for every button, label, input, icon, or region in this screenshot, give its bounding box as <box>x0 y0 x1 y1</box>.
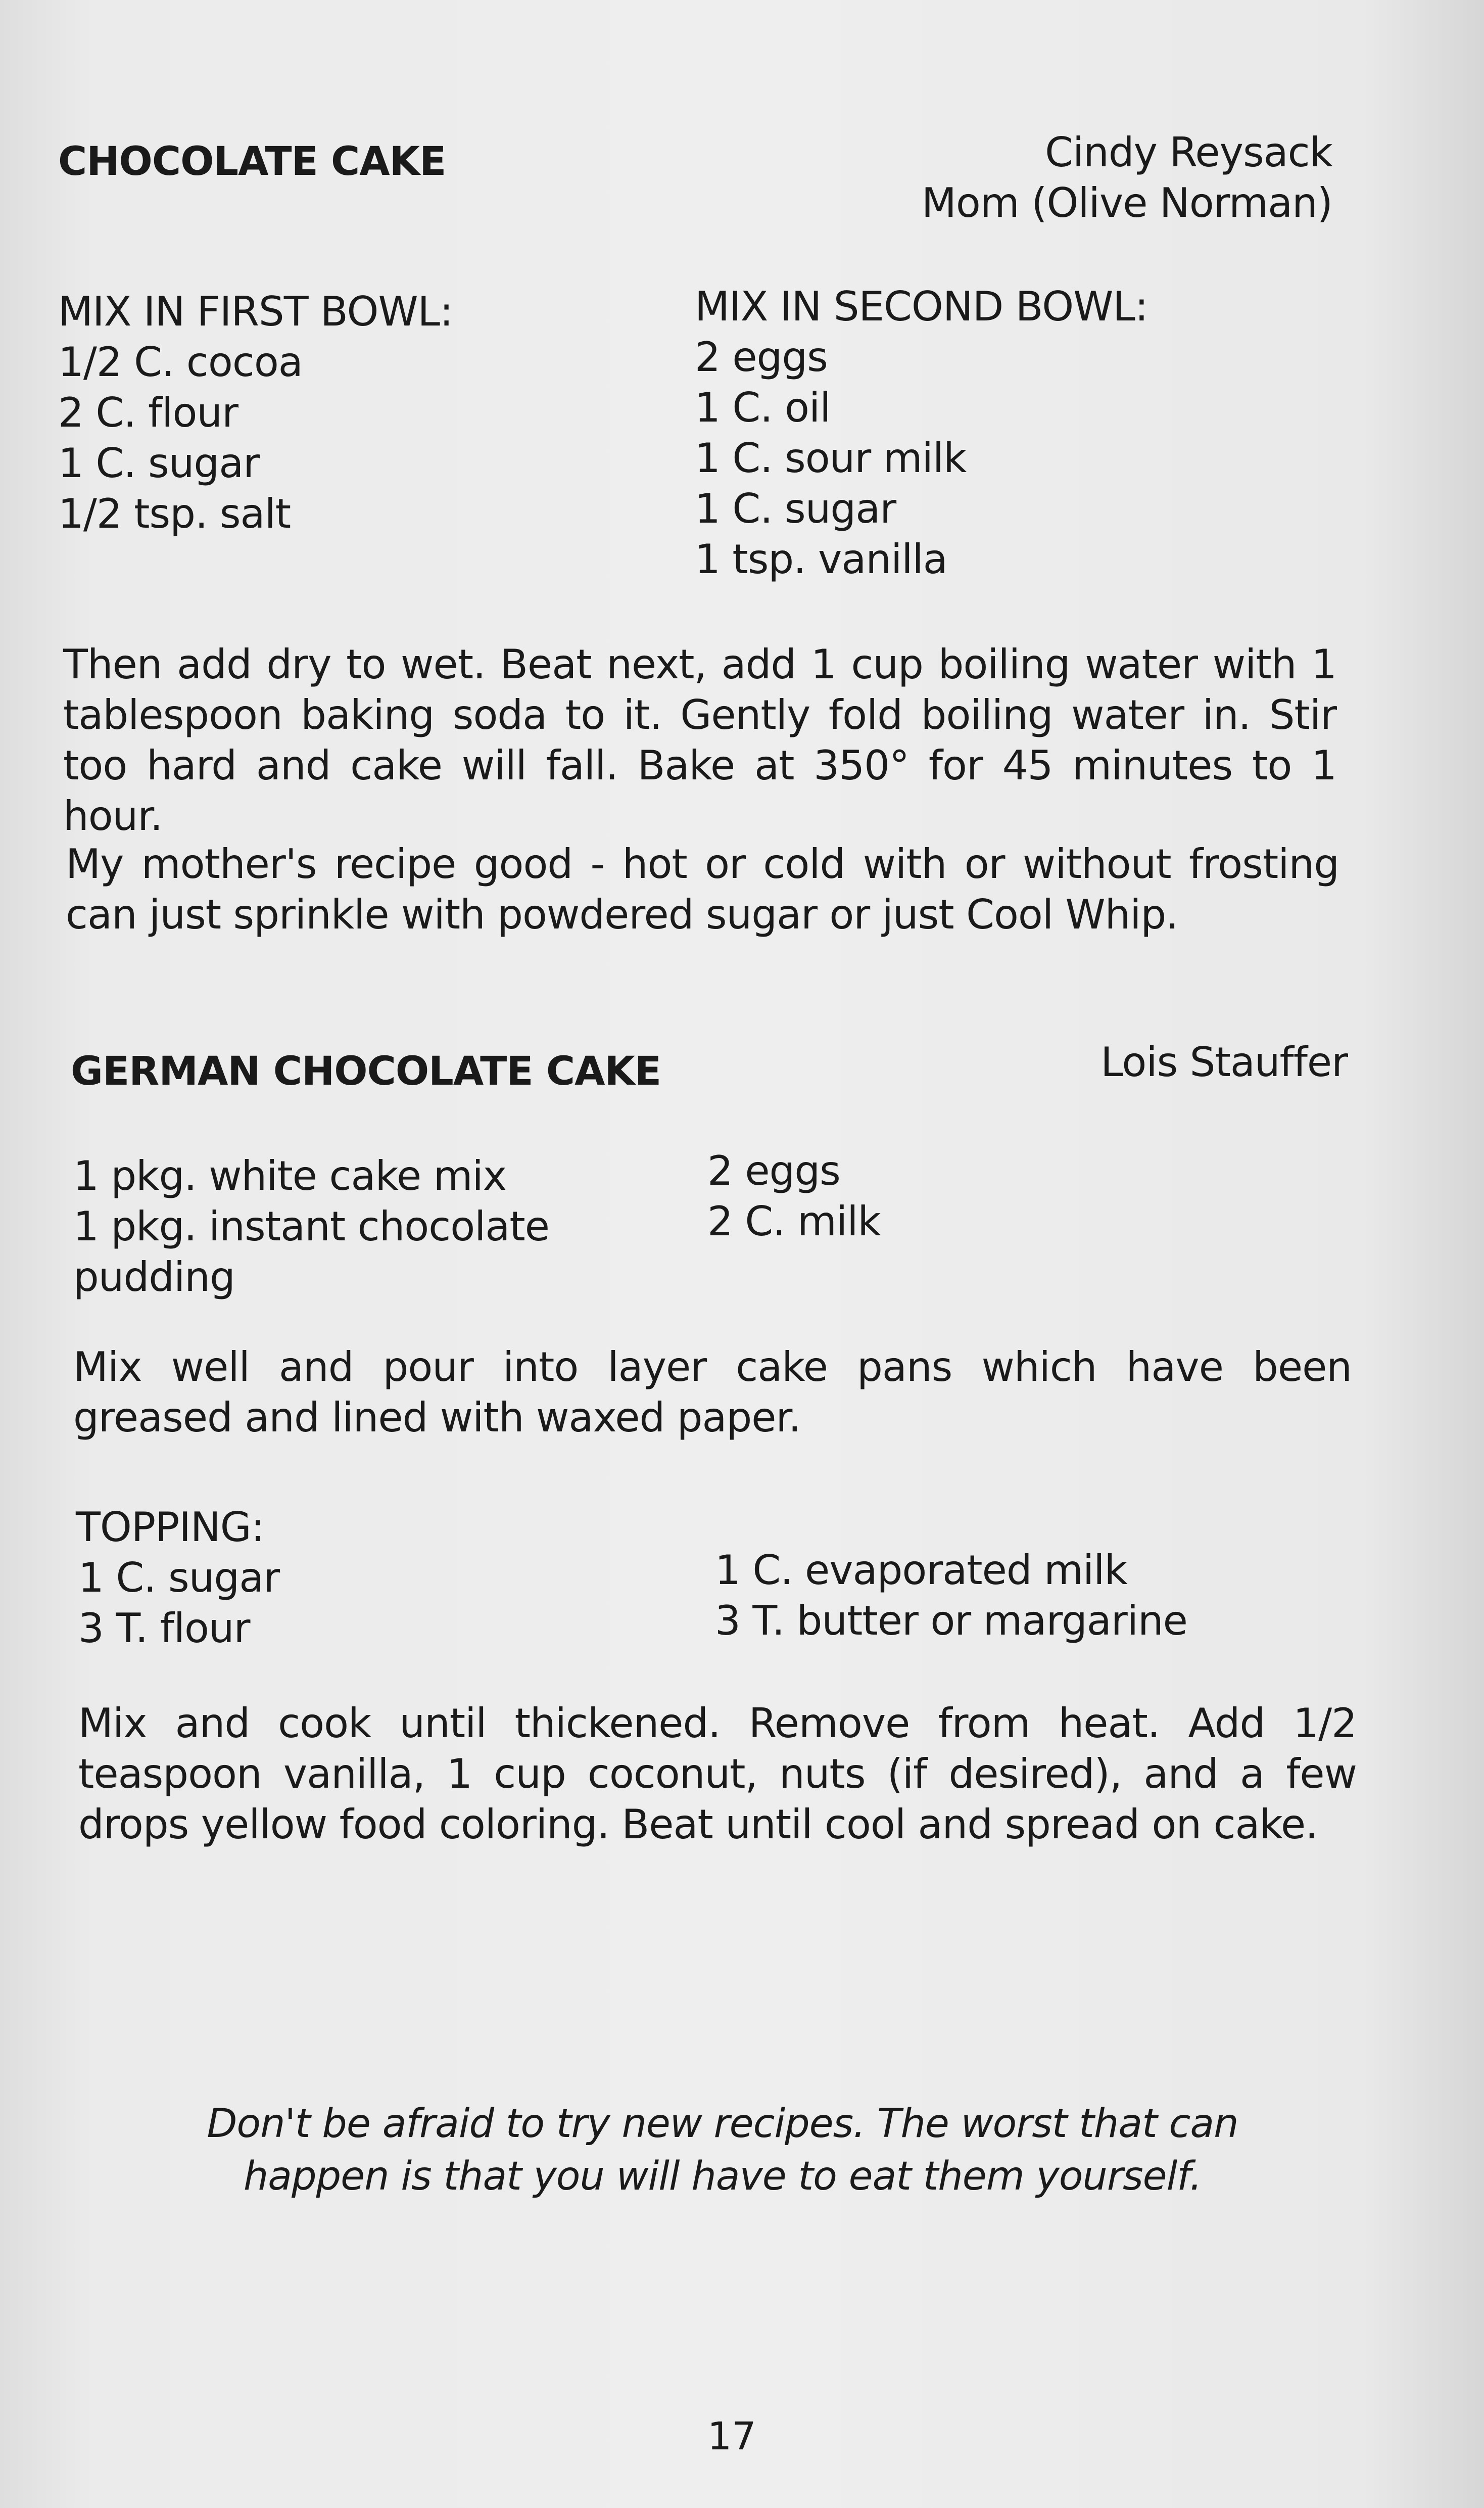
topping-left-item: 1 C. sugar <box>78 1554 280 1601</box>
recipe-1-author-2: Mom (Olive Norman) <box>921 179 1332 226</box>
recipe-2-directions: Mix well and pour into layer cake pans which have been greased and lined with waxed paper. <box>73 1343 1352 1441</box>
recipe-2-right-item: 2 eggs <box>707 1147 840 1194</box>
recipe-1-note: My mother's recipe good - hot or cold with or without frosting can just sprinkle with powdered sugar or just Cool Whip. <box>66 841 1339 938</box>
recipe-2-title: GERMAN CHOCOLATE CAKE <box>71 1049 661 1094</box>
recipe-2-right-item: 2 C. milk <box>707 1198 881 1245</box>
bowl-1-header: MIX IN FIRST BOWL: <box>58 288 453 335</box>
bowl-2-item: 1 C. sugar <box>695 485 896 532</box>
recipe-1-directions: Then add dry to wet. Beat next, add 1 cup boiling water with 1 tablespoon baking soda to it. Gently fold boiling water in. Stir too hard and cake will fall. Bake at 350° for 45 minutes to 1 hour. <box>63 641 1336 840</box>
bowl-1-item: 1/2 tsp. salt <box>58 490 291 537</box>
bowl-2-item: 2 eggs <box>695 334 828 381</box>
topping-right-item: 3 T. butter or margarine <box>715 1597 1187 1644</box>
bowl-2-item: 1 tsp. vanilla <box>695 536 947 583</box>
page-number: 17 <box>707 2413 756 2458</box>
recipe-1-author-1: Cindy Reysack <box>1045 129 1332 176</box>
topping-directions: Mix and cook until thickened. Remove from heat. Add 1/2 teaspoon vanilla, 1 cup coconut, nuts (if desired), and a few drops yellow food coloring. Beat until cool and spread on cake. <box>78 1700 1357 1848</box>
recipe-2-left-item: 1 pkg. white cake mix <box>73 1152 507 1199</box>
topping-header: TOPPING: <box>76 1504 264 1551</box>
footer-quote: Don't be afraid to try new recipes. The worst that can happen is that you will have to eat them yourself. <box>207 2101 1238 2199</box>
bowl-1-item: 1 C. sugar <box>58 440 260 487</box>
bowl-1-item: 2 C. flour <box>58 389 238 436</box>
topping-left-item: 3 T. flour <box>78 1605 250 1652</box>
recipe-2-author: Lois Stauffer <box>1100 1039 1348 1086</box>
bowl-2-item: 1 C. sour milk <box>695 435 967 482</box>
topping-right-item: 1 C. evaporated milk <box>715 1547 1127 1594</box>
bowl-2-item: 1 C. oil <box>695 384 831 431</box>
recipe-1-title: CHOCOLATE CAKE <box>58 139 446 184</box>
bowl-1-item: 1/2 C. cocoa <box>58 339 303 386</box>
recipe-2-left-item: 1 pkg. instant chocolate <box>73 1203 549 1250</box>
recipe-2-left-item: pudding <box>73 1253 235 1301</box>
bowl-2-header: MIX IN SECOND BOWL: <box>695 283 1148 330</box>
